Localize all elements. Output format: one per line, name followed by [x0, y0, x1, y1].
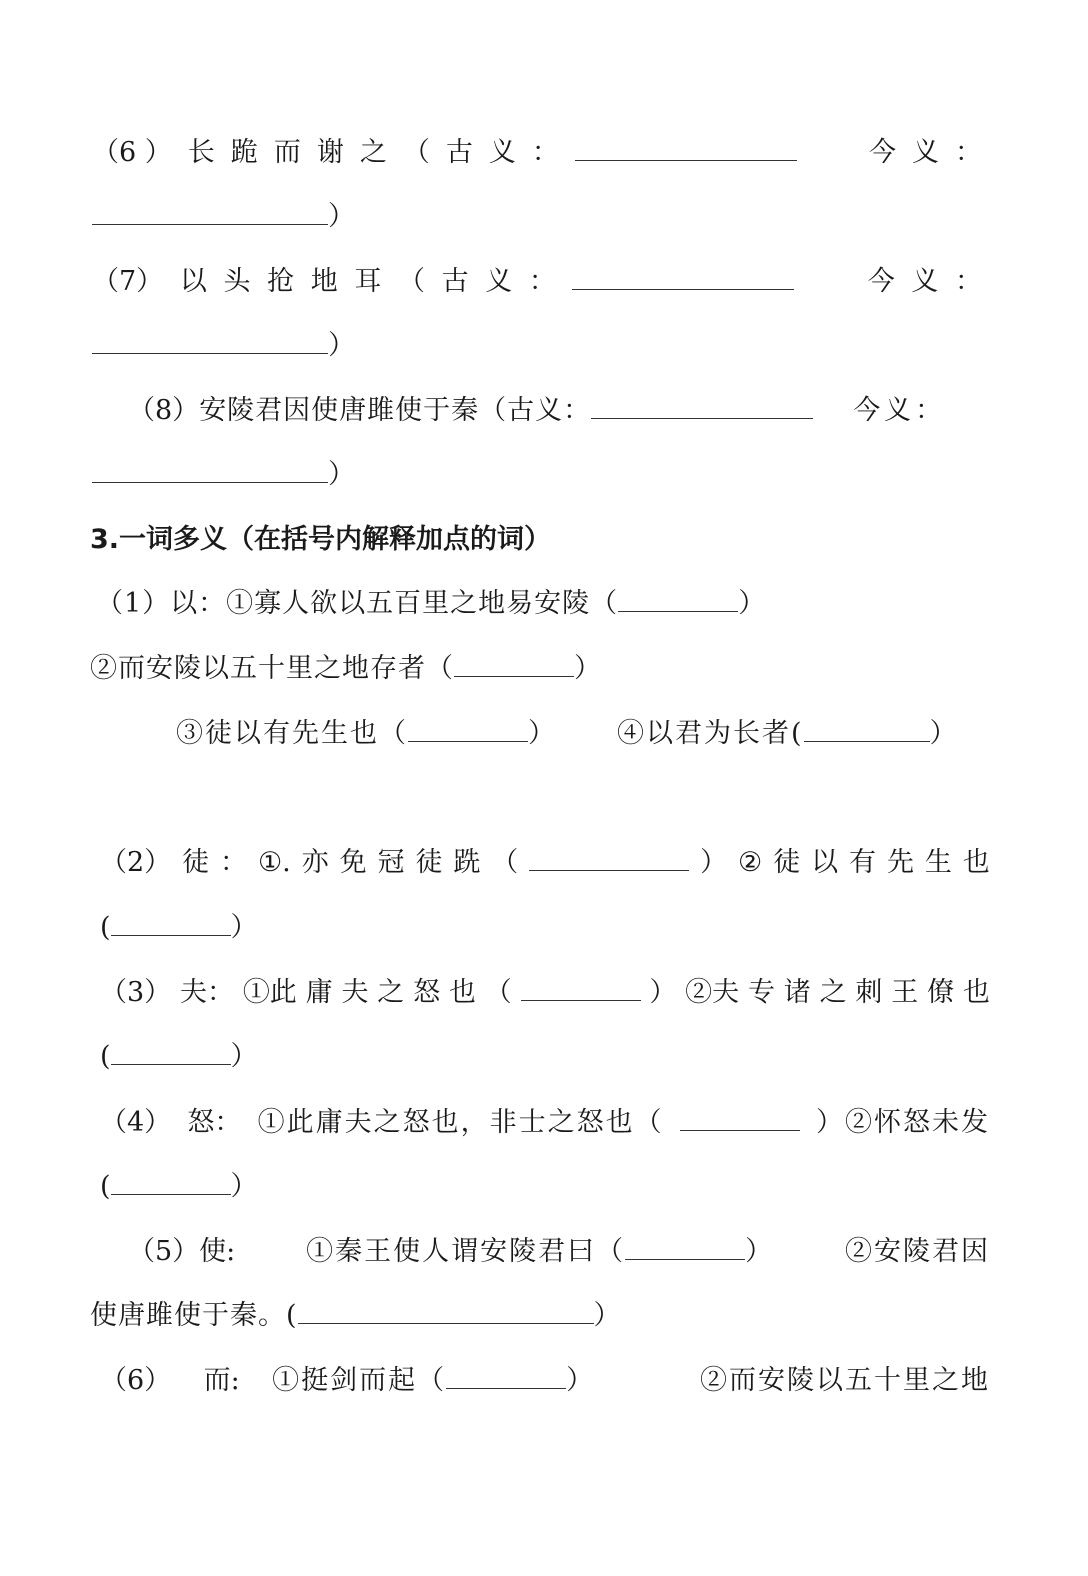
modern-meaning-blank[interactable]: [92, 458, 328, 483]
q2-char: ）: [700, 847, 728, 878]
q6-number: （6）: [100, 1365, 172, 1396]
q3-char: 僚: [927, 977, 954, 1008]
item-7-line2: [92, 329, 355, 363]
item-7-char: 今: [867, 266, 895, 297]
item-7-char: 义: [485, 266, 513, 297]
item-7-char: ：: [528, 266, 556, 297]
q3-char: 怒: [413, 977, 441, 1008]
close-paren: ）: [738, 588, 767, 619]
item-7-char: 地: [310, 266, 338, 297]
q3-line2: [100, 1040, 258, 1074]
section-3-heading: 3.一词多义（在括号内解释加点的词）: [90, 524, 552, 555]
answer-blank[interactable]: [446, 1364, 566, 1389]
close-paren: ）: [328, 201, 355, 232]
open-paren: (: [100, 1171, 111, 1202]
close-paren: ）: [574, 653, 602, 684]
q2-char: 免: [339, 847, 367, 878]
item-8-today: 今义：: [853, 395, 947, 426]
q2-char: 有: [849, 847, 877, 878]
answer-blank[interactable]: [618, 587, 738, 612]
q5-number: （5）使:: [128, 1236, 236, 1267]
item-7-char: 耳: [354, 266, 382, 297]
item-7-char: 头: [223, 266, 251, 297]
answer-blank[interactable]: [529, 846, 689, 871]
item-6-char: 义: [911, 137, 939, 168]
q2-char: 跣: [453, 847, 481, 878]
item-8-line2: [92, 458, 355, 492]
q3-char: ）: [649, 977, 677, 1008]
item-6-char: 之: [359, 137, 387, 168]
close-paren: ）: [230, 1171, 258, 1202]
q6-part1: [272, 1364, 595, 1398]
q5-line1: [128, 1235, 990, 1269]
q3-char: 夫: [341, 977, 369, 1008]
item-6-char: 跪: [230, 137, 258, 168]
q3-char: 之: [819, 977, 847, 1008]
open-paren: (: [100, 1041, 111, 1072]
item-7-char: （: [397, 266, 425, 297]
item-8-text: 安陵君因使唐雎使于秦（古义：: [199, 395, 592, 426]
q6-line1: [100, 1364, 990, 1398]
q1-text: （1）以：①寡人欲以五百里之地易安陵（: [96, 588, 619, 619]
close-paren: ）: [328, 330, 355, 361]
q3-char: 诸: [783, 977, 811, 1008]
close-paren: ）: [593, 1300, 622, 1331]
q3-char: ②夫: [685, 977, 740, 1008]
item-6-char: 而: [273, 137, 301, 168]
close-paren: ）: [566, 1365, 596, 1396]
answer-blank[interactable]: [111, 1170, 231, 1195]
answer-blank[interactable]: [298, 1299, 594, 1324]
item-6-char: 古: [445, 137, 473, 168]
q2-char: 先: [886, 847, 914, 878]
q4-line1: [100, 1106, 990, 1140]
item-7-char: 以: [179, 266, 207, 297]
item-7-number: （7）: [92, 266, 164, 297]
q2-char: ：: [220, 847, 248, 878]
item-7-char: 义: [911, 266, 939, 297]
item-6-char: 谢: [316, 137, 344, 168]
q3-char: 王: [891, 977, 919, 1008]
q1-text: ②而安陵以五十里之地存者（: [90, 653, 454, 684]
q2-char: ②: [738, 847, 763, 878]
modern-meaning-blank[interactable]: [92, 200, 328, 225]
q3-char: （3）: [100, 977, 172, 1008]
q6-text: ①挺剑而起（: [272, 1365, 447, 1396]
q4-text: ①此庸夫之怒也，非士之怒也（: [257, 1107, 664, 1138]
item-7-char: ：: [954, 266, 982, 297]
item-6-char: ：: [531, 137, 559, 168]
item-8-number: （8）: [128, 395, 200, 426]
answer-blank[interactable]: [111, 1040, 231, 1065]
q4-char: 怒：: [187, 1107, 242, 1138]
close-paren: ）: [528, 718, 557, 749]
q3-char: （: [484, 977, 512, 1008]
close-paren: ）: [328, 459, 355, 490]
q4-char: （4）: [100, 1107, 172, 1138]
q3-char: 也: [962, 977, 990, 1008]
modern-meaning-blank[interactable]: [92, 329, 328, 354]
item-6-char: ：: [954, 137, 982, 168]
q2-char: 徒: [773, 847, 801, 878]
q2-char: 也: [962, 847, 990, 878]
ancient-meaning-blank[interactable]: [572, 265, 794, 290]
q5-part1: [306, 1235, 774, 1269]
item-6-char: 长: [187, 137, 215, 168]
ancient-meaning-blank[interactable]: [575, 136, 797, 161]
q2-char: （: [491, 847, 519, 878]
q4-text: ）②怀怒未发: [816, 1107, 990, 1138]
q5-text: ②安陵君因: [845, 1236, 990, 1267]
item-7-char: 古: [441, 266, 469, 297]
close-paren: ）: [230, 912, 258, 943]
answer-blank[interactable]: [521, 976, 641, 1001]
q1-text: ③徒以有先生也（: [176, 718, 408, 749]
q5-text: ①秦王使人谓安陵君曰（: [306, 1236, 626, 1267]
item-6-line2: [92, 200, 355, 234]
answer-blank[interactable]: [111, 911, 231, 936]
q2-char: （2）: [100, 847, 172, 878]
item-6-char: （: [402, 137, 430, 168]
q1-line1: [96, 587, 766, 621]
answer-blank[interactable]: [454, 652, 574, 677]
close-paren: ）: [929, 718, 959, 749]
q1-line3: [176, 717, 959, 751]
q3-line1: [100, 976, 990, 1010]
q2-line1: [100, 846, 990, 880]
q5-text: 使唐雎使于秦。(: [90, 1300, 298, 1331]
q2-char: 徒: [415, 847, 443, 878]
q3-char: 也: [448, 977, 476, 1008]
item-8-line1: [128, 394, 984, 428]
ancient-meaning-blank[interactable]: [591, 394, 813, 419]
answer-blank[interactable]: [408, 717, 528, 742]
q4-line2: [100, 1170, 258, 1204]
q2-char: 冠: [377, 847, 405, 878]
q3-char: 刺: [855, 977, 883, 1008]
item-7-char: 抢: [267, 266, 295, 297]
item-6-char: 今: [868, 137, 896, 168]
q1-line2: [90, 652, 602, 686]
close-paren: ）: [230, 1041, 258, 1072]
q2-char: ①.: [257, 847, 291, 878]
q3-char: 专: [747, 977, 775, 1008]
close-paren: ）: [745, 1236, 775, 1267]
item-7-line1: [92, 265, 982, 299]
q2-line2: [100, 911, 258, 945]
item-6-line1: [92, 136, 982, 170]
q3-char: 庸: [305, 977, 333, 1008]
item-6-number: （6 ）: [92, 137, 172, 168]
q2-char: 徒: [182, 847, 210, 878]
q3-char: 之: [377, 977, 405, 1008]
q5-line2: [90, 1299, 622, 1333]
q1-text: ④以君为长者(: [617, 718, 804, 749]
answer-blank[interactable]: [804, 717, 930, 742]
q6-label: 而:: [203, 1365, 240, 1396]
q2-char: 生: [924, 847, 952, 878]
q3-char: ①此: [242, 977, 297, 1008]
q2-char: 以: [811, 847, 839, 878]
answer-blank[interactable]: [625, 1235, 745, 1260]
answer-blank[interactable]: [680, 1106, 800, 1131]
q2-char: 亦: [301, 847, 329, 878]
q6-text: ②而安陵以五十里之地: [699, 1365, 990, 1396]
open-paren: (: [100, 912, 111, 943]
item-6-char: 义: [488, 137, 516, 168]
q3-char: 夫：: [180, 977, 234, 1008]
